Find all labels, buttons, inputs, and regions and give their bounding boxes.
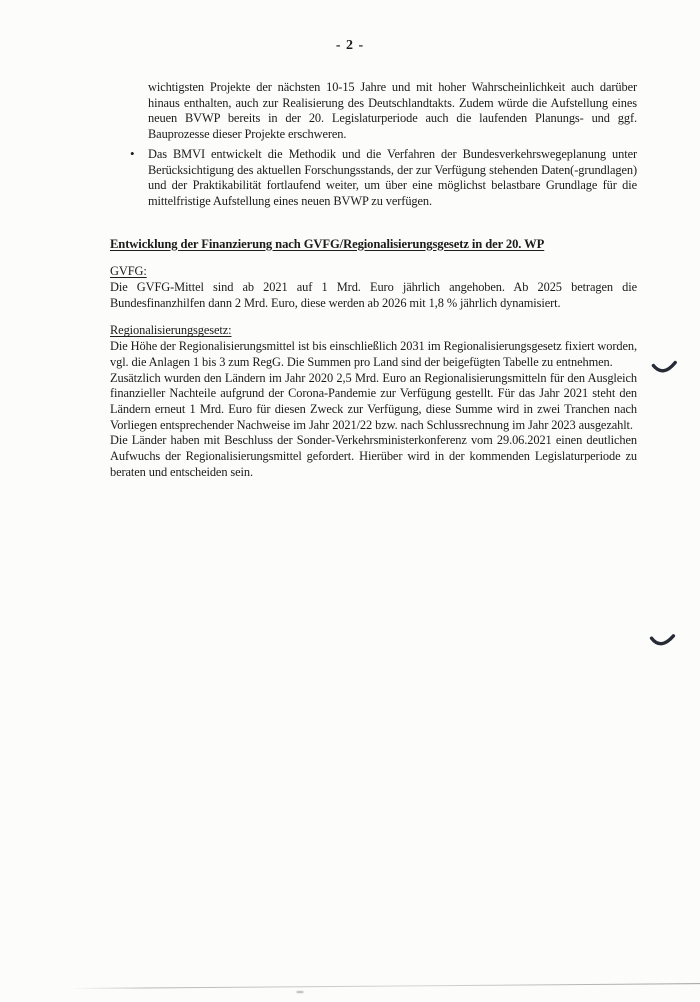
subsection-label-gvfg: GVFG: [110, 264, 147, 279]
list-item-continuation [110, 80, 637, 143]
regionalisierung-paragraph-2: Zusätzlich wurden den Ländern im Jahr 2020 2,5 Mrd. Euro an Regionalisierungsmitteln für den Ausgleich finanzieller Nachteile aufgrund der Corona-Pandemie zur Verfügung gestellt. Für das Jahr 2021 steht den Ländern erneut 1 Mrd. Euro für diesen Zweck zur Verfügung, diese Summe wird in zwei Tranchen nach Vorliegen entsprechender Nachweise im Jahr 2021/22 bzw. nach Schlussrechnung im Jahr 2023 ausgezahlt. [110, 370, 637, 432]
paragraph-continuation: wichtigsten Projekte der nächsten 10-15 Jahre und mit hoher Wahrscheinlichkeit auch darüber hinaus enthalten, auch zur Realisierung des Deutschlandtakts. Zudem würde die Aufstellung eines neuen BVWP bereits in der 20. Legislaturperiode auch die laufenden Planungs- und ggf. Bauprozesse dieser Projekte erschweren. [148, 80, 637, 142]
scan-artifact-mark [651, 358, 679, 379]
scan-edge-line [72, 983, 700, 989]
paragraph-bullet: Das BMVI entwickelt die Methodik und die Verfahren der Bundesverkehrswegeplanung unter Berücksichtigung des aktuellen Forschungsstands, der zur Verfügung stehenden Daten(-grundlagen) und der Praktikabilität fortlaufend weiter, um über eine möglichst belastbare Grundlage für die mittelfristige Aufstellung eines neuen BVWP zu verfügen. [148, 146, 637, 208]
subsection-label-regionalisierungsgesetz: Regionalisierungsgesetz: [110, 323, 232, 338]
bullet-list [110, 80, 637, 210]
document-content [110, 80, 637, 480]
regionalisierung-paragraph-3: Die Länder haben mit Beschluss der Sonder-Verkehrsministerkonferenz vom 29.06.2021 einen deutlichen Aufwuchs der Regionalisierungsmittel gefordert. Hierüber wird in der kommenden Legislaturperiode zu beraten und entscheiden sein. [110, 433, 637, 479]
gvfg-paragraph: Die GVFG-Mittel sind ab 2021 auf 1 Mrd. Euro jährlich angehoben. Ab 2025 betragen die Bundesfinanzhilfen dann 2 Mrd. Euro, diese werden ab 2026 mit 1,8 % jährlich dynamisiert. [110, 280, 637, 310]
list-item [110, 147, 637, 210]
bullet-marker-icon: • [130, 145, 135, 161]
scan-artifact-mark [649, 632, 677, 653]
scan-smudge [296, 991, 304, 993]
regionalisierung-paragraph-1: Die Höhe der Regionalisierungsmittel ist bis einschließlich 2031 im Regionalisierungsgesetz fixiert worden, vgl. die Anlagen 1 bis 3 zum RegG. Die Summen pro Land sind der beigefügten Tabelle zu entnehmen. [110, 339, 637, 369]
page-number: - 2 - [335, 38, 365, 53]
section-heading: Entwicklung der Finanzierung nach GVFG/Regionalisierungsgesetz in der 20. WP [110, 236, 545, 251]
